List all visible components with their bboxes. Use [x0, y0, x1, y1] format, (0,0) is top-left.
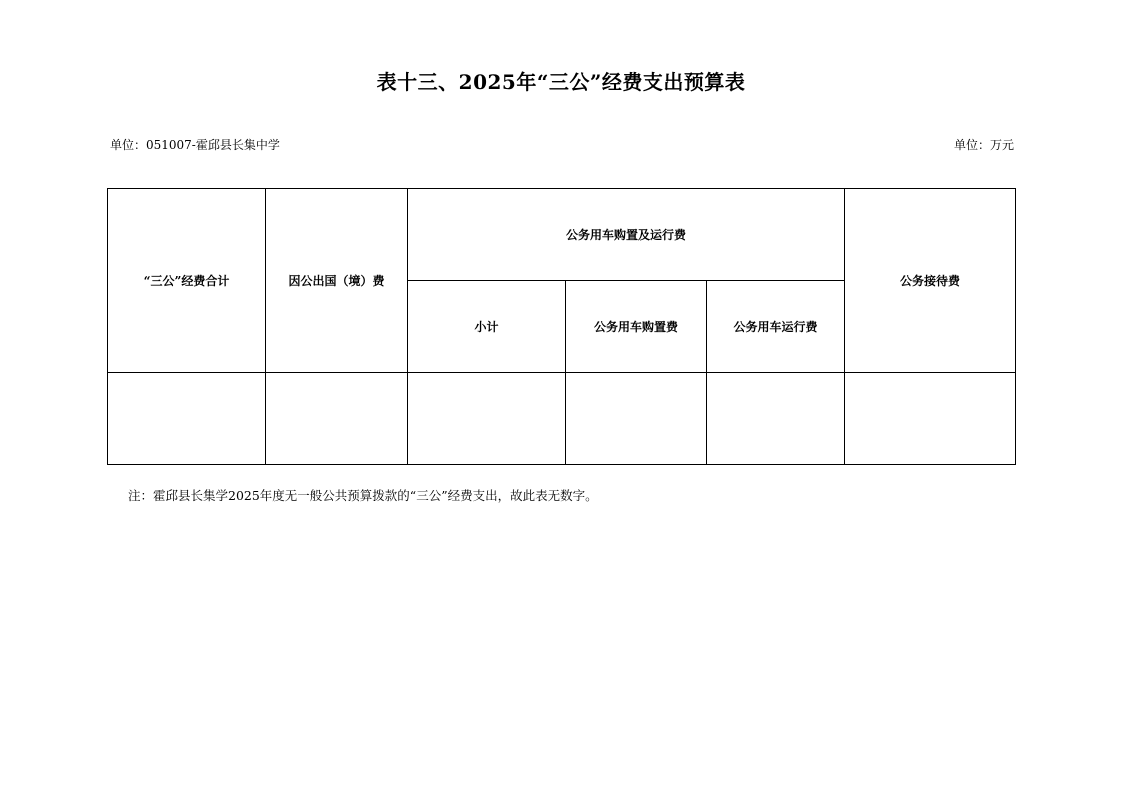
header-vehicle-group: 公务用车购置及运行费 — [408, 189, 845, 281]
header-vehicle-operation: 公务用车运行费 — [707, 281, 845, 373]
header-vehicle-subtotal: 小计 — [408, 281, 566, 373]
unit-organization-label: 单位：051007-霍邱县长集中学 — [110, 138, 280, 152]
cell-vehicle-operation — [707, 373, 845, 465]
cell-reception — [845, 373, 1016, 465]
budget-table — [107, 188, 1016, 465]
header-total: “三公”经费合计 — [108, 189, 266, 373]
header-abroad: 因公出国（境）费 — [266, 189, 408, 373]
unit-currency-label: 单位：万元 — [953, 138, 1014, 152]
table-note: 注：霍邱县长集学2025年度无一般公共预算拨款的“三公”经费支出，故此表无数字。 — [128, 488, 598, 503]
header-reception: 公务接待费 — [845, 189, 1016, 373]
cell-vehicle-purchase — [566, 373, 707, 465]
cell-vehicle-subtotal — [408, 373, 566, 465]
table-row — [108, 373, 1016, 465]
header-vehicle-purchase: 公务用车购置费 — [566, 281, 707, 373]
page-title: 表十三、2025年“三公”经费支出预算表 — [376, 70, 746, 94]
cell-abroad — [266, 373, 408, 465]
cell-total — [108, 373, 266, 465]
